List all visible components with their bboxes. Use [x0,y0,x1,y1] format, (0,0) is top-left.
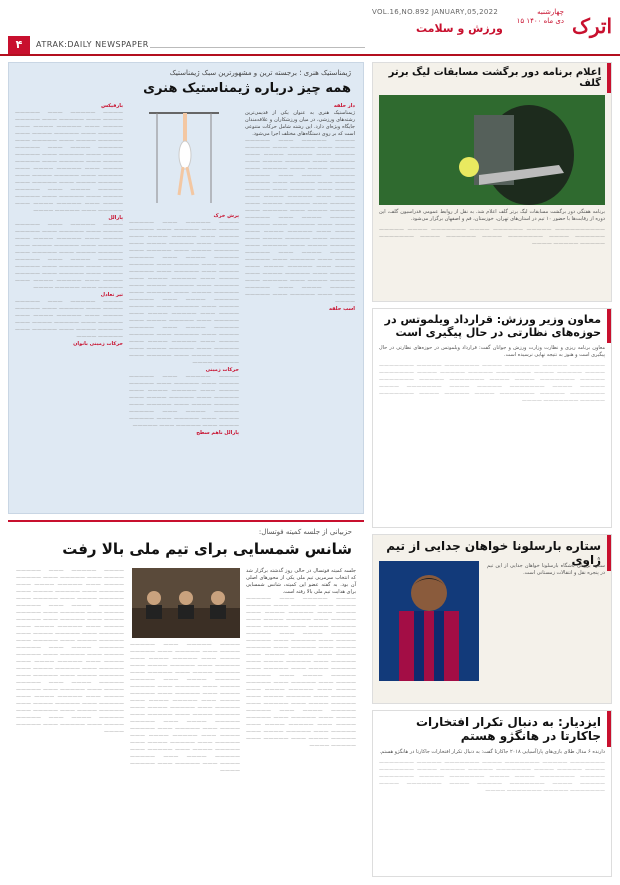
article-body: ستاره برزیلی باشگاه بارسلونا خواهان جدایی از این تیم در پنجره نقل و انتقالات زمستانی است. [487,563,605,576]
article-body-col3: بارفیکس ———— ————— ——— ————— ———— ——— ————— ——— ————— ———— ——— ————— ———— ——— ————— ——— ————— ———— ——— ————— ———— ——— ————— ——— ————— ———— ——— ————— ———— ——— ————— ——— ————— ———— ——— ————— ——— ————— ———— ——— ————— ———— ——— ————— ——— ————— ———— ——— ————— ———— ——— ————— ——— ————— ———— ——— ————— ———— ——— ————— ——— ————— ———— ——— ————— ———— ——— ————— ——— ————— ———— پارالل ———— ————— ——— ————— ———— ——— ————— ——— ————— ———— ——— ————— ———— ——— ————— ——— ————— ———— ——— ————— ———— ——— ————— ——— ————— ———— ——— ————— ———— ——— ————— ——— ————— ———— ——— ————— ——— ————— ———— ——— ————— ———— ——— ————— ——— ————— ———— تیر تعادل ———— ————— ——— ————— ———— ——— ————— ——— ————— ———— ——— ————— ———— ——— ————— ——— ————— ———— ——— ————— ———— ——— ————— ——— ————— ———— حرکات زمینی بانوان [15,103,123,347]
golf-photo [379,95,605,205]
article-title: ستاره بارسلونا خواهان جدایی از تیم ژاوی [373,535,611,571]
filler-lines: ——————— ————— ——————— ———— ——————— ————— ——————— ———— ————— ———— ——————— ————— ————— ———— ——————— ————— ——————— ———— ———— ——————— ————— ——————— ————— ———— ——————— ————— ———— ——————— ———— ——————— ————— ——————— ———— [379,760,605,794]
paper-name: ATRAK:DAILY NEWSPAPER [36,40,149,49]
subhead: پارالل [108,215,123,221]
article-title: معاون وزیر ورزش: قرارداد ویلموتس در حوزه‌های نظارتی در حال پیگیری است [373,309,611,343]
article-golf [372,62,612,302]
article-title: همه چیز درباره ژیمناستیک هنری [143,81,351,96]
player-photo [379,561,479,681]
gymnast-photo [139,103,229,208]
page-number: ۴ [8,36,30,54]
article-barca [372,534,612,704]
golf-image-illustration [379,95,605,205]
article-futsal [8,520,364,877]
article-title: ایزدیار: به دنبال تکرار افتخارات جاکارتا در هانگژو هستم [373,711,611,747]
issue-date: چهارشنبه ۱۵ دی ماه ۱۴۰۰ [516,8,564,25]
article-izdiar [372,710,612,877]
filler-lines: ——————— ————— ——————— ———— ——————— ————— ——————— ———— ————— ———— ——————— ————— ————— ———— ——————— ————— ——————— ———— ———— ——————— ————— ——————— ————— ———— ——————— ————— ———— ——————— ———— ——————— ————— ——————— ———— ————— ———— ——————— ————— ——————— ———— [379,363,605,404]
article-body-col2: ———— ————— ——— ————— ———— ——— ————— ——— ————— ———— ——— ————— ———— ——— ————— ——— ————— ———— ——— ————— ———— ——— ————— ——— ————— ———— ——— ————— ———— ——— ————— ——— ————— ———— ——— ————— ——— ————— ———— ——— ————— ———— ——— ————— ——— ————— ———— ——— ————— ———— ——— ————— ——— ————— ———— ——— ————— ———— ——— ————— ——— ————— ———— ——— ————— ———— ——— ————— ——— ————— ———— ——— ————— ———— ——— ————— ——— ————— ———— ——— ————— ———— ——— ————— ——— ————— ———— [130,642,240,774]
right-column [372,62,612,877]
article-body-col1: دار حلقه ژیمناستیک هنری به عنوان یکی از قدیمی‌ترین رشته‌های ورزشی، در میان ورزشکاران و علاقه‌مندان جایگاه ویژه‌ای دارد. این رشته شامل حرکات متنوعی است که بر روی دستگاه‌های مختلف اجرا می‌شود. ———— ————— ——— ————— ———— ——— ————— ——— ————— ———— ——— ————— ———— ——— ————— ——— ————— ———— ——— ————— ———— ——— ————— ——— ————— ———— ——— ————— ———— ——— ————— ——— ————— ———— ——— ————— ——— ————— ———— ——— ————— ———— ——— ————— ——— ————— ———— ——— ————— ———— ——— ————— ——— ————— ———— ——— ————— ———— ——— ————— ——— ————— ———— ——— ————— ———— ——— ————— ——— ————— ———— ——— ————— ———— ——— ————— ——— ————— ———— ——— ————— ———— ——— ————— ——— ————— ———— ——— ————— ———— ——— ————— ——— ————— ———— ——— ————— ———— ——— ————— ——— ————— ———— ——— ————— ———— ——— ————— ——— ————— ———— اسب حلقه [245,103,355,312]
article-body: دارنده ۶ مدال طلای بازی‌های پاراآسیایی ۲۰۱۸ جاکارتا گفت: به دنبال تکرار افتخارات جاکارتا در هانگژو هستم. [379,749,605,755]
article-gymnastics [8,62,364,514]
subhead: پارالل ناهم سطح [196,430,239,436]
volume-info: VOL.16,NO.892 JANUARY,05,2022 [372,8,499,16]
article-wilmots [372,308,612,528]
section-title: ورزش و سلامت [416,22,503,35]
article-kicker: ژیمناستیک هنری ؛ برجسته ترین و مشهورترین سبک ژیمناستیک [169,69,351,77]
meeting-illustration [132,568,240,638]
subhead: بارفیکس [101,103,123,109]
subhead: دار حلقه [333,103,355,109]
article-body-col2: پرش خرک ———— ————— ——— ————— ———— ——— ————— ——— ————— ———— ——— ————— ———— ——— ————— ——— ————— ———— ——— ————— ———— ——— ————— ——— ————— ———— ——— ————— ———— ——— ————— ——— ————— ———— ——— ————— ——— ————— ———— ——— ————— ———— ——— ————— ——— ————— ———— ——— ————— ———— ——— ————— ——— ————— ———— ——— ————— ———— ——— ————— ——— ————— ———— ——— ————— ———— ——— ————— ——— ————— ———— ——— ————— ———— ——— ————— ———— ——— ————— ——— ————— ———— ——— ————— ———— ——— ————— ——— ————— ———— ——— ————— ———— ——— ————— ——— ————— ———— حرکات زمینی ———— ————— ——— ————— ———— ——— ————— ——— ————— ———— ——— ————— ———— ——— ————— ——— ————— ———— ——— ————— ———— ——— ————— ——— ————— ———— ——— ————— ———— ——— ————— ——— ————— ———— ——— ————— ——— ————— پارالل ناهم سطح [129,213,239,436]
subhead: حرکات زمینی [205,367,239,373]
subhead: تیر تعادل [100,292,123,298]
masthead [0,0,620,56]
article-title: شانس شمسایی برای تیم ملی بالا رفت [62,540,352,558]
header-divider [150,47,365,48]
article-body-col1: جلسه کمیته فوتسال در حالی روز گذشته برگزار شد که انتخاب سرمربی تیم ملی یکی از محورهای اصلی آن بود. به گفته عضو این کمیته، شانس شمسایی برای هدایت تیم ملی بالا رفته است. ———— ————— ——— ————— ———— ——— ————— ——— ————— ———— ——— ————— ———— ——— ————— ——— ————— ———— ——— ————— ———— ——— ————— ——— ————— ———— ——— ————— ———— ——— ————— ——— ————— ———— ——— ————— ——— ————— ———— ——— ————— ———— ——— ————— ——— ————— ———— ——— ————— ———— ——— ————— ——— ————— ———— ——— ————— ———— ——— ————— ——— ————— ———— ——— ————— ———— ——— ————— ——— ————— ———— ——— ————— ———— ——— ————— ——— ————— ———— ——— ————— ———— ——— ————— ——— ————— ———— ——— ————— ———— ——— ————— ——— ————— ———— ——— ————— ———— ——— ————— ——— ————— ———— [246,568,356,749]
newspaper-logo: اترک [572,14,613,38]
player-illustration [379,561,479,681]
subhead: حرکات زمینی بانوان [73,341,123,347]
article-body: برنامه هفتگی دور برگشت مسابقات لیگ برتر گلف اعلام شد. به نقل از روابط عمومی فدراسیون گلف، این دوره از رقابت‌ها با حضور ۱۰ تیم در استان‌های تهران، خوزستان، قم و اصفهان برگزار می‌شود. [379,209,605,222]
article-body: معاون برنامه ریزی و نظارت وزارت ورزش و جوانان گفت: قرارداد ویلموتس در حوزه‌های نظارتی در حال پیگیری است و هنوز به نتیجه نهایی نرسیده است. [379,345,605,358]
filler-lines: —————————— ————— —————— ———— ——————— ———— ————— —————— ———— ——————— ———— —————— ———— ——————— ————— ————— ———— [379,227,605,247]
article-body-col3: ———— ————— ——— ————— ———— ——— ————— ——— ————— ———— ——— ————— ———— ——— ————— ——— ————— ———— ——— ————— ———— ——— ————— ——— ————— ———— ——— ————— ———— ——— ————— ——— ————— ———— ——— ————— ——— ————— ———— ——— ————— ———— ——— ————— ——— ————— ———— ——— ————— ———— ——— ————— ——— ————— ———— ——— ————— ———— ——— ————— ——— ————— ———— ——— ————— ———— ——— ————— ——— ————— ———— ——— ————— ———— ——— ————— ——— ————— ———— ——— ————— ———— ——— ————— ——— ————— ———— ——— ————— ———— ——— ————— ——— ————— ———— ——— ————— ———— ——— ————— ——— ————— ———— ——— ————— ———— ——— ————— ——— ————— ———— [16,568,124,735]
subhead: اسب حلقه [329,306,355,312]
article-kicker: حزبیانی از جلسه کمیته فوتسال: [258,528,352,536]
article-title: اعلام برنامه دور برگشت مسابقات لیگ برتر گلف [373,63,611,93]
meeting-photo [132,568,240,638]
gymnast-illustration [139,103,229,208]
subhead: پرش خرک [213,213,239,219]
